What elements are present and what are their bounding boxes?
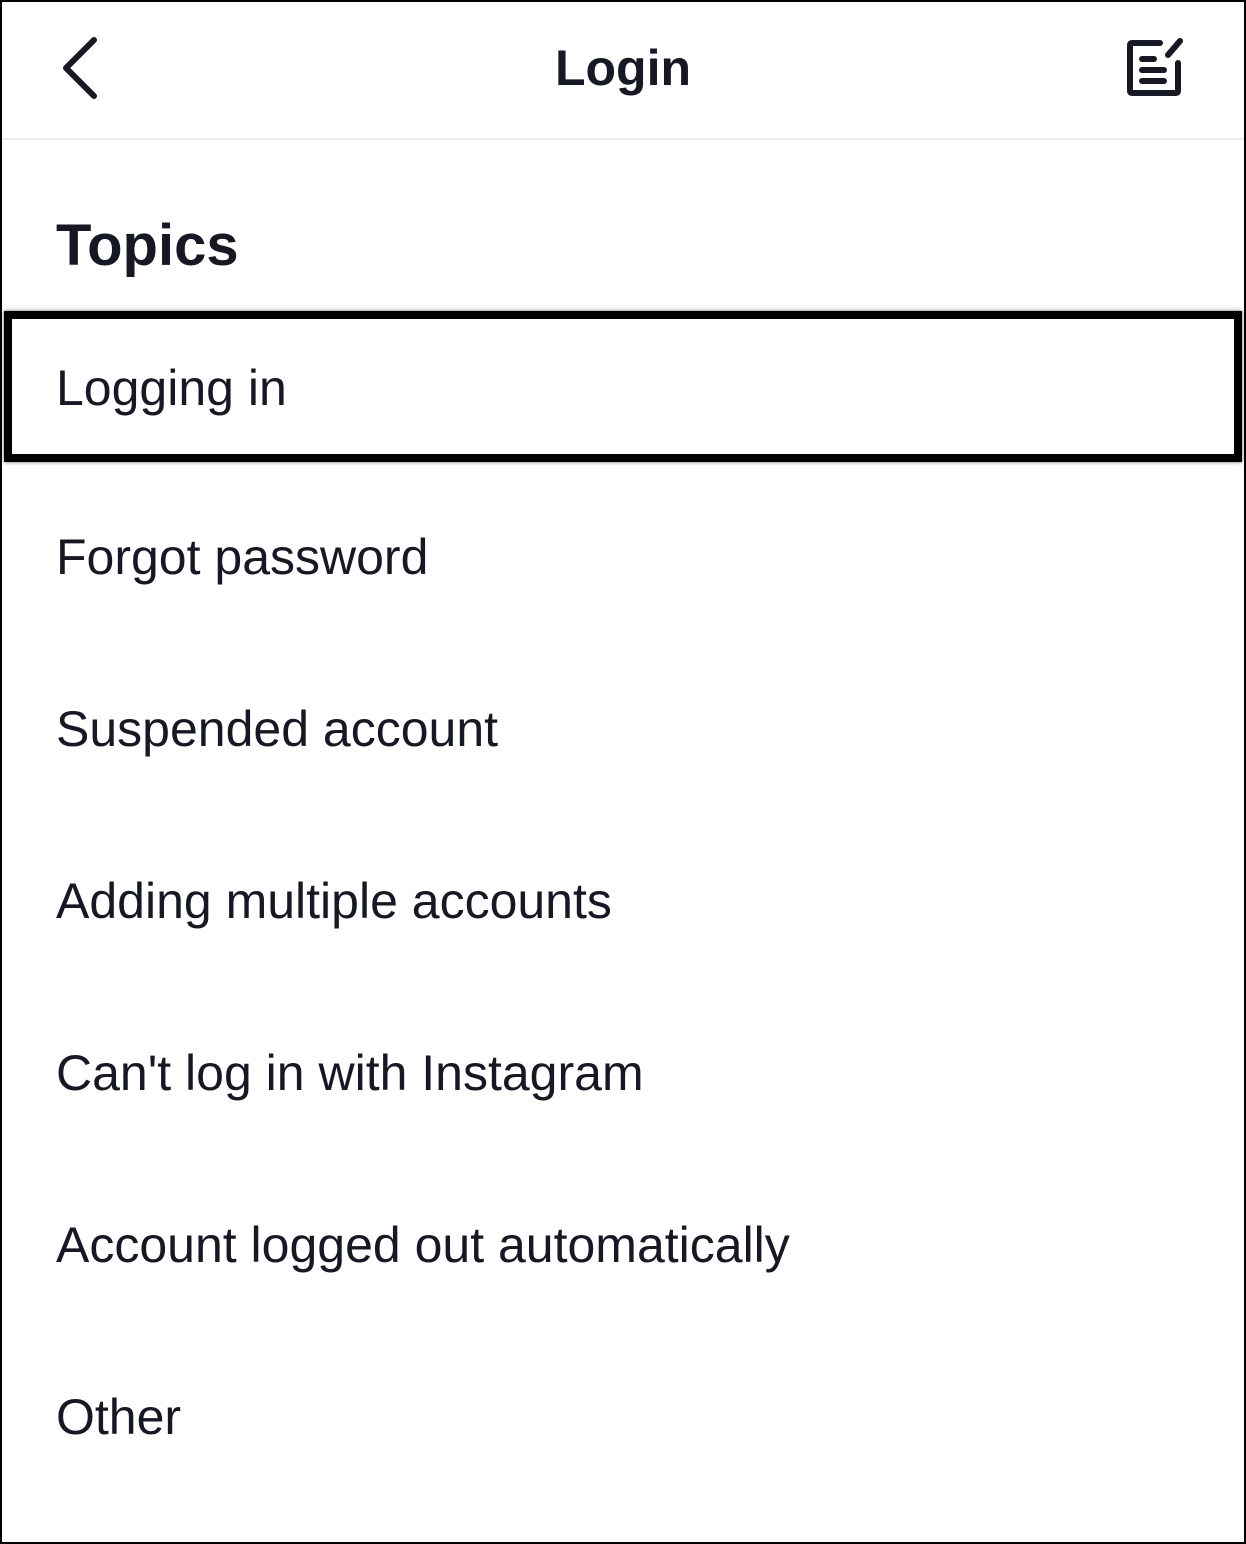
topic-label: Forgot password	[56, 529, 429, 585]
topic-label: Logging in	[56, 360, 287, 416]
topic-item-logging-in[interactable]	[4, 311, 1242, 462]
topic-item-account-logged-out[interactable]	[2, 1170, 1244, 1342]
topic-label: Suspended account	[56, 701, 499, 757]
topic-label: Account logged out automatically	[56, 1217, 790, 1273]
topic-item-cant-log-in-instagram[interactable]	[2, 998, 1244, 1170]
topic-label: Other	[56, 1389, 182, 1445]
topic-label: Can't log in with Instagram	[56, 1045, 644, 1101]
top-nav-bar	[2, 2, 1244, 140]
topic-item-forgot-password[interactable]	[2, 482, 1244, 654]
edit-note-icon	[1124, 37, 1184, 104]
topic-label: Adding multiple accounts	[56, 873, 612, 929]
topic-item-other[interactable]	[2, 1342, 1244, 1514]
page-title: Login	[554, 40, 692, 96]
topic-item-suspended-account[interactable]	[2, 654, 1244, 826]
section-title-topics: Topics	[56, 213, 239, 278]
topic-list	[2, 311, 1244, 1514]
topic-item-adding-multiple-accounts[interactable]	[2, 826, 1244, 998]
feedback-button[interactable]	[1116, 30, 1192, 110]
